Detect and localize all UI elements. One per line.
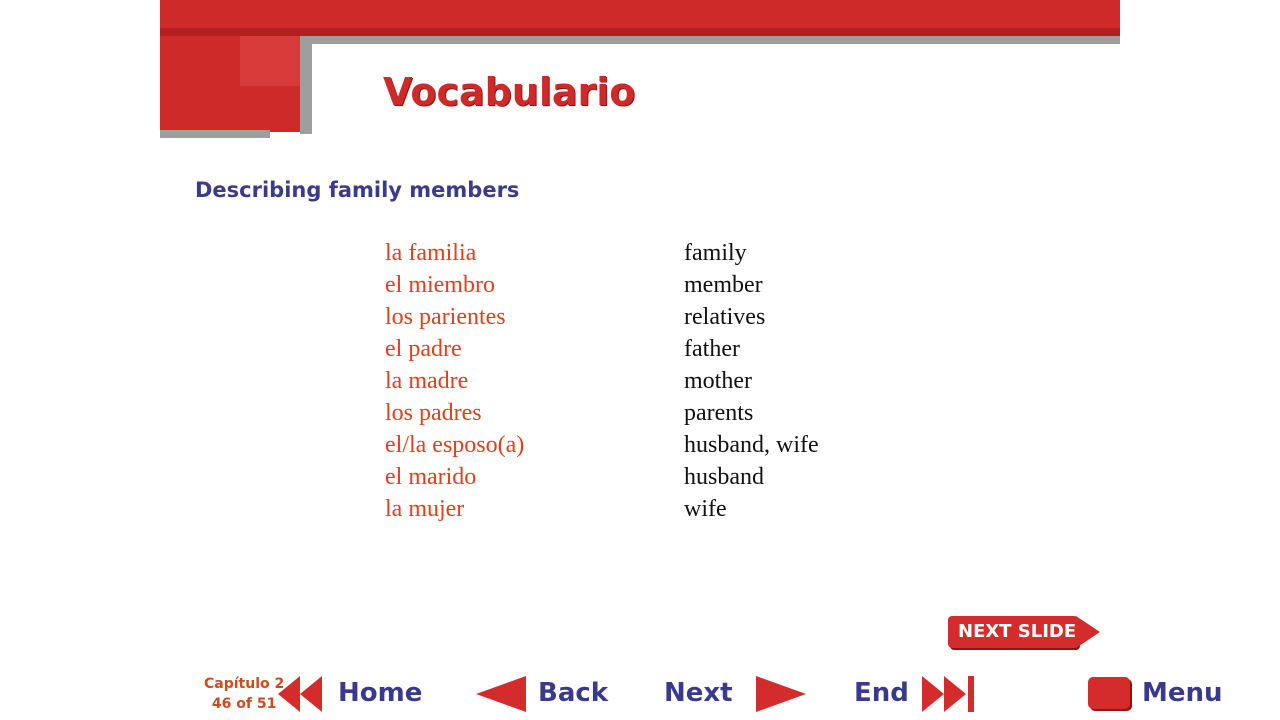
vocab-row (385, 336, 905, 368)
vocab-row (385, 240, 905, 272)
spanish-term: la madre (385, 368, 469, 394)
page-title: Vocabulario (383, 70, 636, 114)
next-slide-button[interactable] (948, 613, 1106, 651)
header-corner-highlight (240, 36, 300, 86)
vocab-row (385, 400, 905, 432)
english-translation: parents (684, 400, 754, 426)
rewind-icon (278, 676, 300, 712)
vocab-row (385, 272, 905, 304)
english-translation: family (684, 240, 747, 266)
next-button[interactable] (664, 668, 814, 720)
fast-forward-icon (922, 676, 944, 712)
header-corner-side (300, 44, 312, 134)
spanish-term: el marido (385, 464, 477, 490)
right-arrow-icon (1076, 616, 1100, 648)
spanish-term: el miembro (385, 272, 495, 298)
english-translation: husband (684, 464, 764, 490)
spanish-term: los parientes (385, 304, 506, 330)
english-translation: member (684, 272, 763, 298)
end-label: End (854, 678, 909, 708)
header-banner-shadow (160, 28, 1120, 36)
home-button[interactable] (276, 668, 446, 720)
vocabulary-list (385, 240, 905, 528)
header-banner-edge (300, 36, 1120, 44)
next-arrow-icon (756, 676, 806, 712)
header-banner (160, 0, 1120, 28)
vocab-row (385, 464, 905, 496)
english-translation: father (684, 336, 740, 362)
spanish-term: la mujer (385, 496, 465, 522)
english-translation: relatives (684, 304, 766, 330)
back-label: Back (538, 678, 609, 708)
spanish-term: el padre (385, 336, 462, 362)
back-button[interactable] (472, 668, 622, 720)
menu-square-icon (1088, 677, 1130, 709)
vocab-row (385, 496, 905, 528)
home-label: Home (338, 678, 423, 708)
menu-label: Menu (1142, 678, 1223, 708)
next-label: Next (664, 678, 733, 708)
section-subtitle: Describing family members (195, 178, 520, 202)
next-slide-label: NEXT SLIDE (958, 621, 1077, 642)
english-translation: husband, wife (684, 432, 819, 458)
spanish-term: los padres (385, 400, 482, 426)
vocab-row (385, 432, 905, 464)
rewind-icon-second (300, 676, 322, 712)
menu-button[interactable] (1086, 668, 1240, 720)
vocab-row (385, 368, 905, 400)
page-counter: 46 of 51 (211, 696, 277, 712)
spanish-term: la familia (385, 240, 477, 266)
end-bar-icon (968, 676, 974, 712)
spanish-term: el/la esposo(a) (385, 432, 525, 458)
back-arrow-icon (476, 676, 526, 712)
end-button[interactable] (854, 668, 984, 720)
navigation-bar (0, 668, 1280, 720)
vocab-row (385, 304, 905, 336)
english-translation: mother (684, 368, 752, 394)
fast-forward-icon-second (944, 676, 966, 712)
chapter-label: Capítulo 2 (204, 676, 285, 692)
english-translation: wife (684, 496, 727, 522)
header-corner-edge (160, 130, 270, 138)
